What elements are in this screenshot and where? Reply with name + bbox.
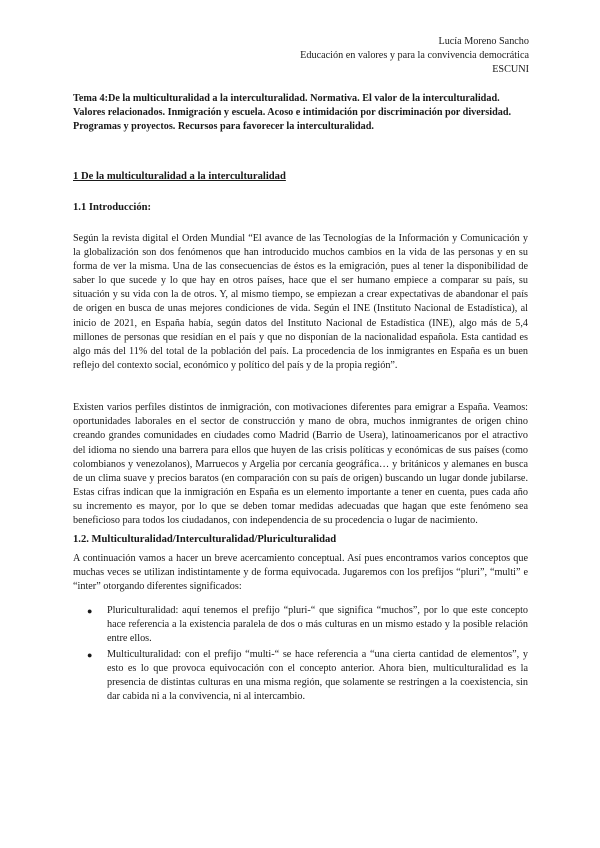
author-name: Lucía Moreno Sancho [438, 36, 529, 47]
subsection-heading-intro: 1.1 Introducción: [73, 201, 152, 213]
page-header [300, 35, 529, 77]
paragraph-concepts-intro: A continuación vamos a hacer un breve acercamiento conceptual. Así pues encontramos varios conceptos que muchas veces se utilizan indistintamente y de forma equivocada. Jugaremos con los prefijos “pluri”, “multi” e “inter” otorgando diferentes significados: [73, 552, 528, 592]
school-name: ESCUNI [492, 64, 529, 75]
list-item [73, 648, 528, 705]
bullet-icon: ● [87, 649, 93, 660]
concept-list [73, 604, 528, 704]
course-name: Educación en valores y para la convivencia democrática [300, 50, 529, 61]
list-item-text: Multiculturalidad: con el prefijo “multi-“ se hace referencia a “una cierta cantidad de elementos”, y esto es lo que provoca equivocación con el concepto anterior. Ahora bien, multiculturalidad es la presencia de distintas culturas en una misma región, que solamente se restringen a la coexistencia, sin dar cabida ni a la convivencia, ni al intercambio. [107, 648, 528, 702]
section-heading: 1 De la multiculturalidad a la interculturalidad [73, 170, 286, 182]
topic-title: Tema 4:De la multiculturalidad a la interculturalidad. Normativa. El valor de la interculturalidad. Valores relacionados. Inmigración y escuela. Acoso e intimidación por discriminación por diversidad. Programas y proyectos. Recursos para favorecer la interculturalidad. [73, 93, 512, 133]
paragraph-immigration-profiles: Existen varios perfiles distintos de inmigración, con motivaciones diferentes para emigrar a España. Veamos: oportunidades laborales en el sector de construcción y mano de obra, muchos inmigrantes de origen chino creando grandes comunidades en ciudades como Madrid (Barrio de Usera), latinoamericanos por el atractivo del idioma no siendo una barrera para ellos que huyen de las crisis políticas y económicas de sus países (como colombianos y venezolanos), Marruecos y Argelia por cercanía geográfica… y británicos y alemanes en busca de un clima suave y precios baratos (en comparación con su país de origen) buscando un lugar donde jubilarse. Estas cifras indican que la inmigración en España es un elemento importante a tener en cuenta, pues cada año su incremento es mayor, por lo que se deben tomar medidas adecuadas que hagan que este fenómeno sea beneficioso para todos los ciudadanos, con independencia de su procedencia o lugar de nacimiento. [73, 402, 528, 527]
list-item-text: Pluriculturalidad: aquí tenemos el prefijo “pluri-“ que significa “muchos”, por lo que este concepto hace referencia a la existencia paralela de dos o más culturas en un mismo estado y la posible relación entre ellos. [107, 605, 528, 645]
paragraph-intro: Según la revista digital el Orden Mundial “El avance de las Tecnologías de la Información y Comunicación y la globalización son dos fenómenos que han introducido muchos cambios en la vida de las personas y en su forma de ver la misma. Una de las consecuencias de éstos es la emigración, pues al tener la disponibilidad de saber lo que sucede y lo que hay en otros países, hace que el ser humano empiece a comparar su país, su situación y su vida con la de otros. Y, al mismo tiempo, se empiezan a crear expectativas de abandonar el país de origen en busca de unas mejores condiciones de vida. Según el INE (Instituto Nacional de Estadística), al inicio de 2021, en España había, según datos del Instituto Nacional de Estadística (INE), algo más de 5,4 millones de personas que residían en el país y que no disponían de la nacionalidad española. Esta cantidad es algo más del 11% del total de la población del país. La procedencia de los inmigrantes en España es un buen reflejo del contexto social, económico y político del país y de la propia región”. [73, 232, 528, 372]
subsection-heading-concepts: 1.2. Multiculturalidad/Interculturalidad/Pluriculturalidad [73, 533, 337, 545]
document-body [73, 92, 528, 705]
bullet-icon: ● [87, 606, 93, 617]
list-item [73, 604, 528, 646]
